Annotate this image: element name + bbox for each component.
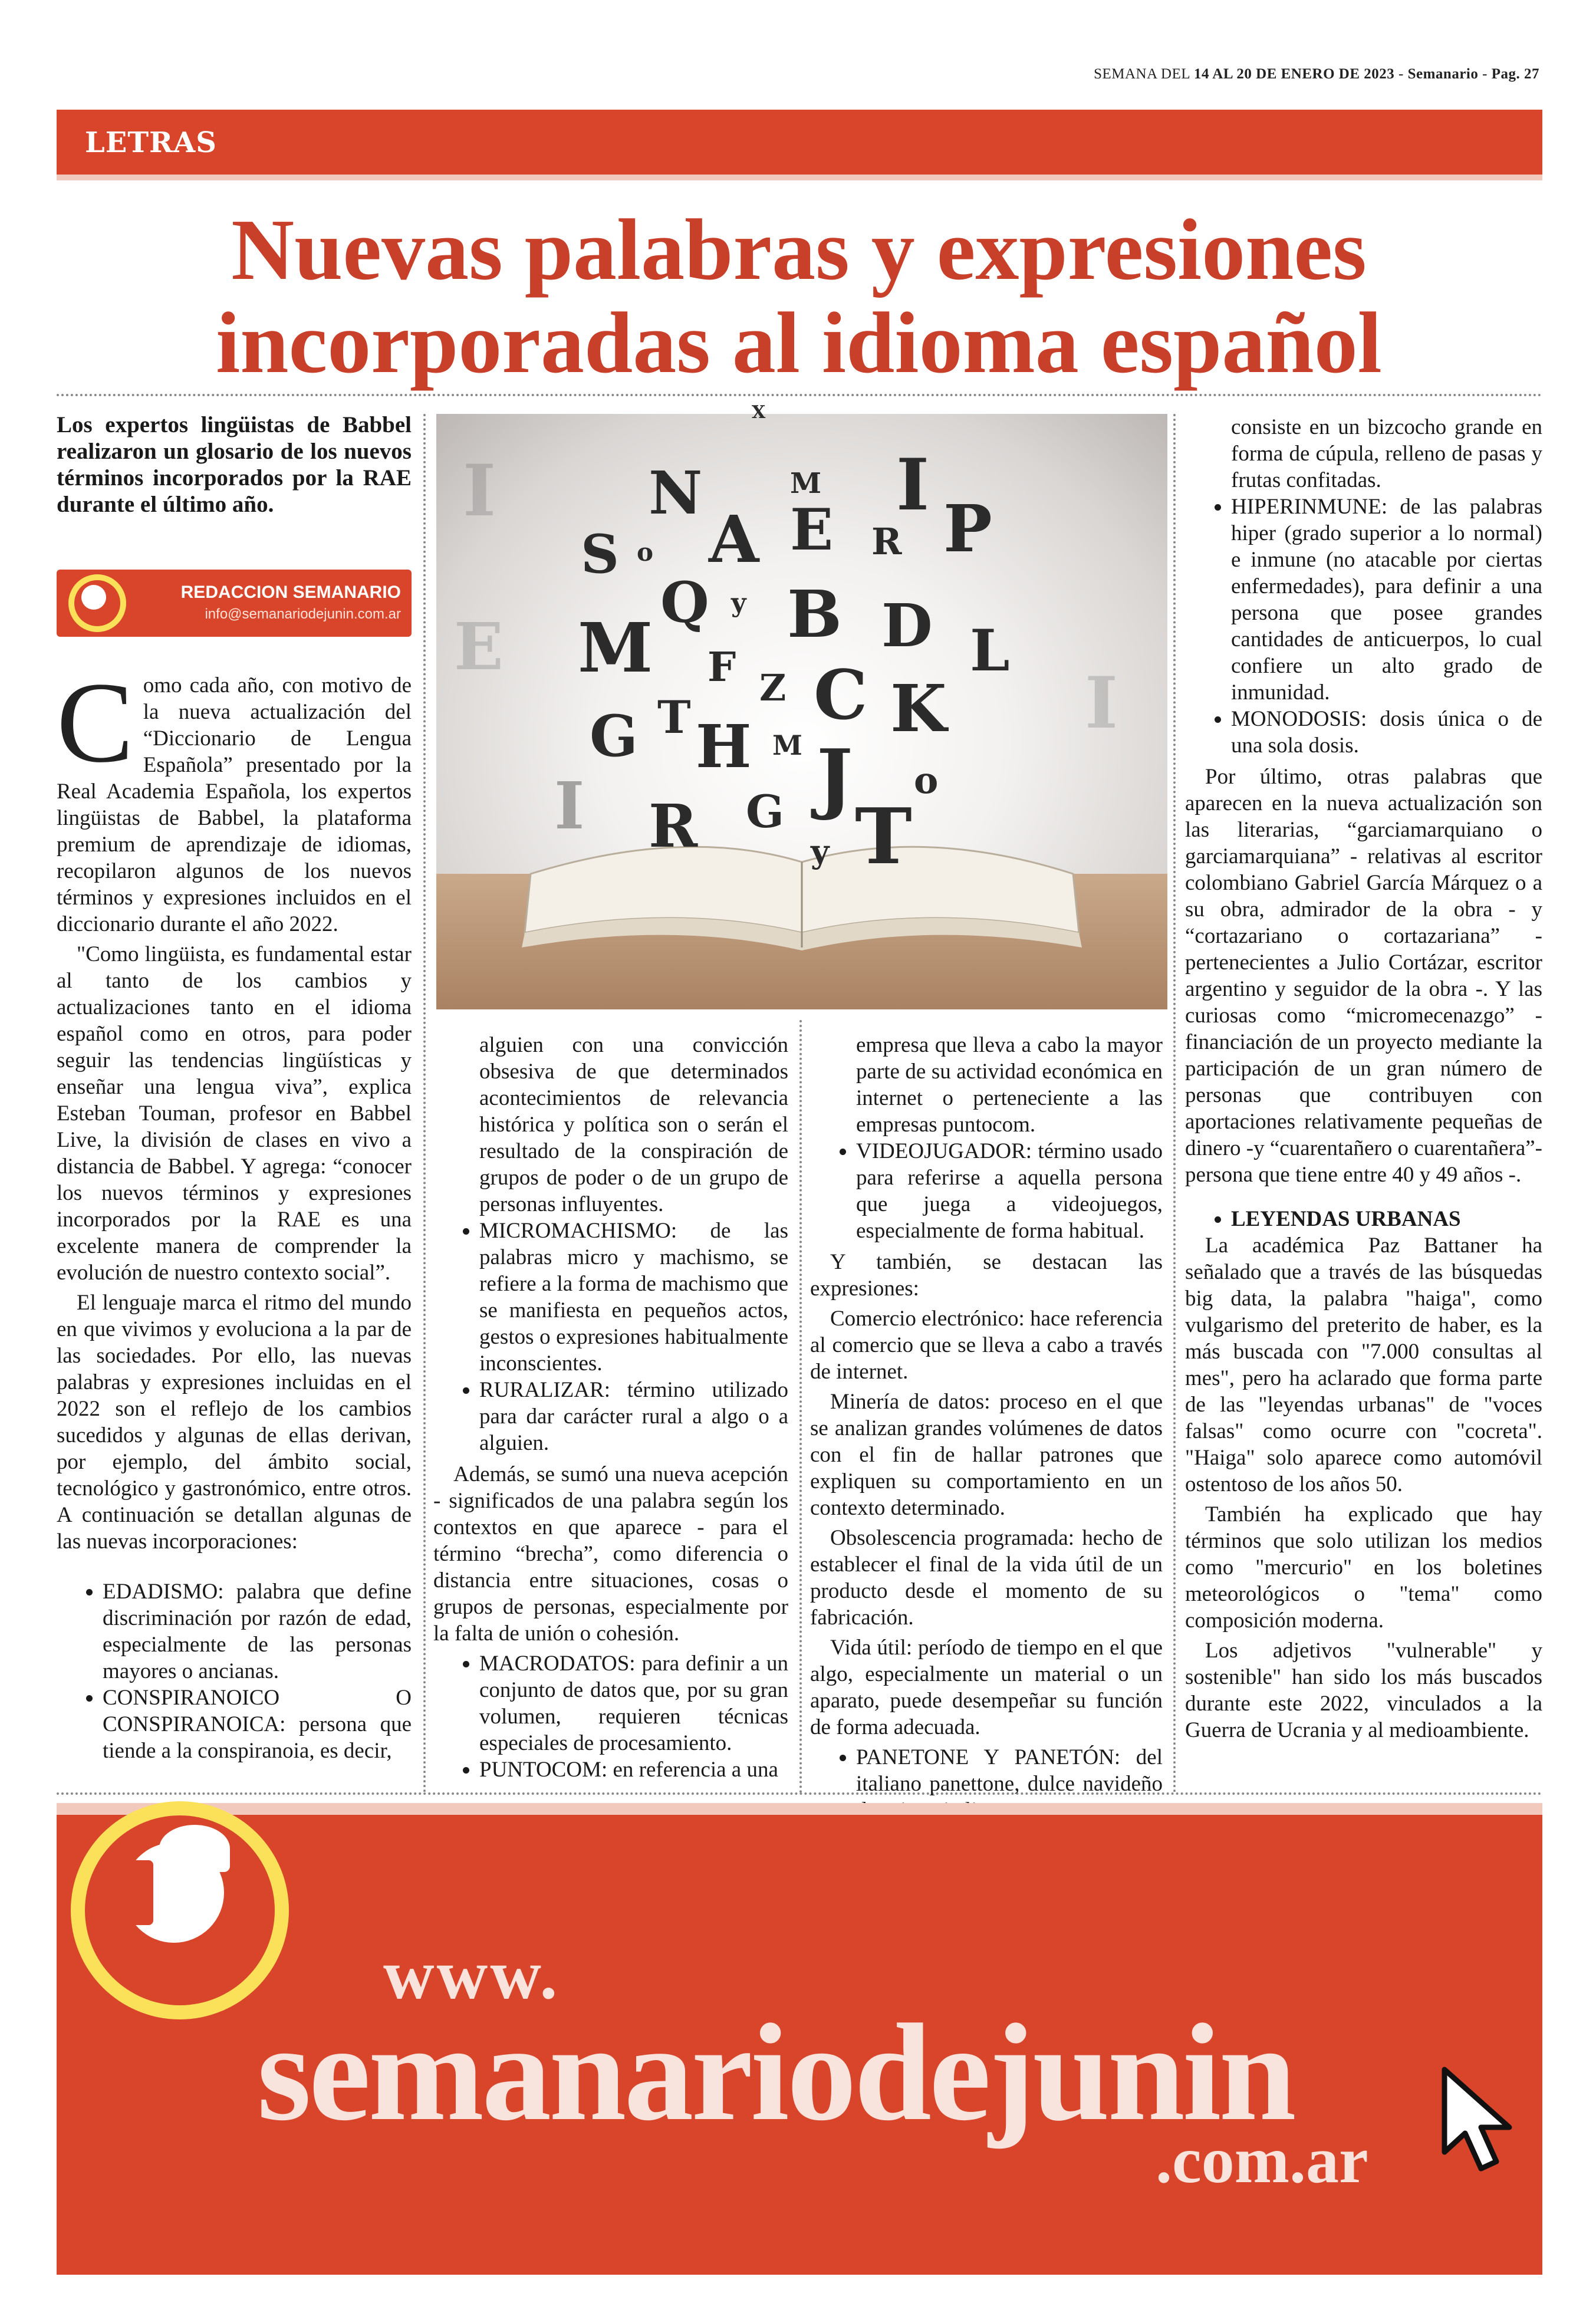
continued-text: consiste en un bizcocho grande en forma de cúpula, relleno de pasas y frutas confitadas. <box>1231 415 1542 492</box>
photo-letter: R <box>871 520 902 563</box>
section-label: LETRAS <box>85 126 217 159</box>
footer-tld[interactable]: .com.ar <box>1156 2124 1368 2197</box>
photo-letter: A <box>709 501 759 577</box>
list-item: • EDADISMO: palabra que define discriminación por razón de edad, especialmente de las personas mayores o ancianas. <box>103 1578 412 1685</box>
list-item: • VIDEOJUGADOR: término usado para referirse a aquella persona que juega a videojuegos, especialmente de forma habitual. <box>856 1138 1163 1244</box>
paragraph: Comercio electrónico: hace referencia al comercio que se lleva a cabo a través de internet. <box>810 1307 1163 1384</box>
semanario-logo <box>71 1801 289 2019</box>
photo-letter: J <box>817 732 853 823</box>
photo-letter: o <box>637 538 654 567</box>
headline <box>59 203 1539 390</box>
drop-cap: C <box>57 659 134 787</box>
headline-line-1: Nuevas palabras y expresiones <box>231 202 1367 298</box>
paragraph: También ha explicado que hay términos que solo utilizan los medios como "mercurio" en los boletines meteorológicos o "tema" como composición moderna. <box>1185 1502 1542 1633</box>
term-list <box>433 1650 788 1783</box>
list-item: • PANETONE Y PANETÓN: del italiano panettone, dulce navideño <box>856 1744 1163 1824</box>
section-bar <box>57 110 1542 176</box>
photo-letter: o <box>914 759 939 802</box>
photo-letter: L <box>970 617 1010 684</box>
byline-logo <box>68 574 126 632</box>
paragraph: Obsolescencia programada: hecho de establecer el final de la vida útil de un producto desde el momento de su fabricación. <box>810 1526 1163 1630</box>
footer-domain[interactable]: semanariodejunin <box>257 1996 1294 2150</box>
paragraph: Por último, otras palabras que aparecen en la nueva actualización son las literarias, “garciamarquiano o garciamarquiana” - relativas al escritor colombiano Gabriel García Márquez o a su obra, admirador de la obra - y “cortazariano o cortazariana” - pertenecientes a Julio Cortázar, escritor argentino y seguidor de la obra -. Y las curiosas como “micromecenazgo” - financiación de un proyecto mediante la participación de un gran número de personas que contribuyen con aportaciones relativamente pequeñas de dinero -y “cuarentañero o cuarentañera”- persona que tiene entre 40 y 49 años -. <box>1185 765 1543 1187</box>
photo-letter: D <box>881 591 933 660</box>
photo-letter: B <box>787 576 842 652</box>
photo-letter: C <box>814 656 868 735</box>
subhead-list <box>1185 1206 1542 1232</box>
photo-letter: F <box>707 644 736 691</box>
photo-letter: Q <box>660 570 709 636</box>
cursor-icon <box>1439 2064 1521 2176</box>
paragraph: La académica Paz Battaner ha señalado que a través de las búsquedas big data, la palabra "haiga", como vulgarismo del preterito de haber, es la más buscada con "7.000 consultas al mes", pero ha aclarado que forma parte de las "leyendas urbanas" de "voces falsas" como ocurre con "cocreta". "Haiga" solo aparece como automóvil ostentoso de los años 50. <box>1185 1233 1542 1496</box>
running-header <box>1094 66 1539 83</box>
term-list <box>810 1138 1163 1244</box>
term-list <box>433 1218 788 1456</box>
photo-letter: K <box>890 670 947 746</box>
article-photo <box>436 402 1167 1009</box>
photo-letter: I <box>554 768 585 844</box>
photo-letter: E <box>790 496 834 563</box>
column-1-intro-text: omo cada año, con motivo de la nueva actualización del “Diccionario de Lengua Española” presentado por la Real Academia Española, los expertos lingüistas de Babbel, la plataforma premium de aprendizaje de idiomas, recopilaron algunos de los nuevos términos y expresiones incluidos en el diccionario durante el año 2022. <box>57 673 412 936</box>
photo-letter: G <box>746 785 784 838</box>
column-1 <box>57 659 412 1769</box>
lead-paragraph: Los expertos lingüistas de Babbel realizaron un glosario de los nuevos términos incorporados por la RAE durante el último año. <box>57 412 412 517</box>
header-sep2: - <box>1478 66 1492 82</box>
photo-letter: P <box>943 491 992 567</box>
paragraph: Vida útil: período de tiempo en el que algo, especialmente un material o un aparato, puede desempeñar su función de forma adecuada. <box>810 1636 1163 1739</box>
paragraph: Los adjetivos "vulnerable" y sostenible" han sido los más buscados durante este 2022, vinculados a la Guerra de Ucrania y al medioambiente. <box>1185 1639 1542 1742</box>
paragraph: Minería de datos: proceso en el que se analizan grandes volúmenes de datos con el fin de hallar patrones que expliquen su comportamiento en un contexto determinado. <box>810 1390 1163 1520</box>
headline-line-2: incorporadas al idioma español <box>216 295 1382 392</box>
column-2 <box>433 1032 788 1788</box>
list-item: • PUNTOCOM: en referencia a una <box>479 1756 788 1783</box>
term-list <box>57 1578 412 1764</box>
photo-letter: y <box>811 833 830 870</box>
footer-www[interactable]: www. <box>383 1935 560 2014</box>
photo-letter: G <box>590 703 638 769</box>
list-item: • MACRODATOS: para definir a un conjunto de datos que, por su gran volumen, requieren técnicas especiales de procesamiento. <box>479 1650 788 1756</box>
continued-text: alguien con una convicción obsesiva de que determinados acontecimientos de relevancia histórica y política son o serán el resultado de la conspiración de grupos de poder o de un grupo de personas influyentes. <box>479 1033 788 1216</box>
photo-letter: N <box>649 458 703 528</box>
photo-ghost-letter: E <box>454 608 504 685</box>
column-divider-3 <box>1173 414 1176 1794</box>
photo-ghost-letter: I <box>1085 662 1118 745</box>
photo-letter: I <box>896 443 930 527</box>
photo-letter: Z <box>759 666 787 709</box>
photo-letter: R <box>649 791 698 861</box>
continued-text: empresa que lleva a cabo la mayor parte de su actividad económica en internet o perteneciente a las empresas puntocom. <box>856 1033 1163 1137</box>
subheading: • LEYENDAS URBANAS <box>1231 1206 1542 1232</box>
photo-letter: H <box>696 712 752 781</box>
photo-letter: T <box>855 791 912 881</box>
paper-name: Semanario <box>1407 66 1479 82</box>
list-item: • CONSPIRANOICO O CONSPIRANOICA: persona que tiende a la conspiranoia, es decir, <box>103 1685 412 1764</box>
photo-letter: y <box>731 588 746 618</box>
byline <box>57 570 412 637</box>
photo-ghost-letter: I <box>463 449 496 532</box>
paragraph: Además, se sumó una nueva acepción - significados de una palabra según los contextos en que aparece - para el término “brecha”, como diferencia o distancia entre situaciones, cosas o grupos de personas, especialmente por la falta de unión o cohesión. <box>433 1462 788 1646</box>
week-dates: 14 AL 20 DE ENERO DE 2023 <box>1193 66 1395 82</box>
photo-letter: M <box>772 729 802 761</box>
page-number: Pag. 27 <box>1491 66 1539 82</box>
list-item: • RURALIZAR: término utilizado para dar carácter rural a algo o a alguien. <box>479 1377 788 1456</box>
column-divider-2 <box>799 1020 802 1794</box>
header-sep: - <box>1394 66 1408 82</box>
photo-letter: M <box>578 608 653 688</box>
photo-letter: X <box>752 402 766 423</box>
byline-email[interactable]: info@semanariodejunin.com.ar <box>205 606 401 622</box>
column-1-intro <box>57 659 412 937</box>
paragraph: El lenguaje marca el ritmo del mundo en que vivimos y evoluciona a la par de las sociedades. Por ello, las nuevas palabras y expresiones incluidas en el 2022 son el reflejo de los cambios sucedidos y algunas de ellas derivan, por ejemplo, del ámbito social, tecnológico y gastronómico, entre otros. A continuación se detallan algunas de las nuevas incorporaciones: <box>57 1291 412 1554</box>
photo-letter: M <box>790 467 822 500</box>
column-divider-1 <box>423 414 426 1794</box>
photo-letter: S <box>581 523 619 585</box>
footer-banner-strip <box>57 1803 1542 1816</box>
paragraph: "Como lingüista, es fundamental estar al tanto de los cambios y actualizaciones tanto en el idioma español como en otros, para poder seguir las tendencias lingüísticas y enseñar una lengua viva”, explica Esteban Touman, profesor en Babbel Live, la división de clases en vivo a distancia de Babbel. Y agrega: “conocer los nuevos términos y expresiones incorporados por la RAE es una excelente manera de comprender la evolución de nuestro contexto social”. <box>57 942 412 1285</box>
headline-divider <box>57 394 1542 396</box>
body-divider <box>57 1792 1542 1795</box>
column-4 <box>1185 414 1542 1747</box>
list-item: • MICROMACHISMO: de las palabras micro y machismo, se refiere a la forma de machismo que se manifiesta en pequeños actos, gestos o expresiones habitualmente inconscientes. <box>479 1218 788 1377</box>
column-3 <box>810 1032 1163 1828</box>
section-bar-underline <box>57 175 1542 180</box>
term-list <box>1185 494 1542 759</box>
list-item: • MONODOSIS: dosis única o de una sola dosis. <box>1231 706 1542 759</box>
list-item: • HIPERINMUNE: de las palabras hiper (grado superior a lo normal) e inmune (no atacable por ciertas enfermedades), para definir a una persona que posee grandes cantidades de anticuerpos, lo cual confiere un alto grado de inmunidad. <box>1231 494 1542 706</box>
week-prefix: SEMANA DEL <box>1094 66 1194 82</box>
byline-name: REDACCION SEMANARIO <box>180 583 401 602</box>
photo-letter: T <box>657 691 691 744</box>
paragraph: Y también, se destacan las expresiones: <box>810 1250 1163 1301</box>
